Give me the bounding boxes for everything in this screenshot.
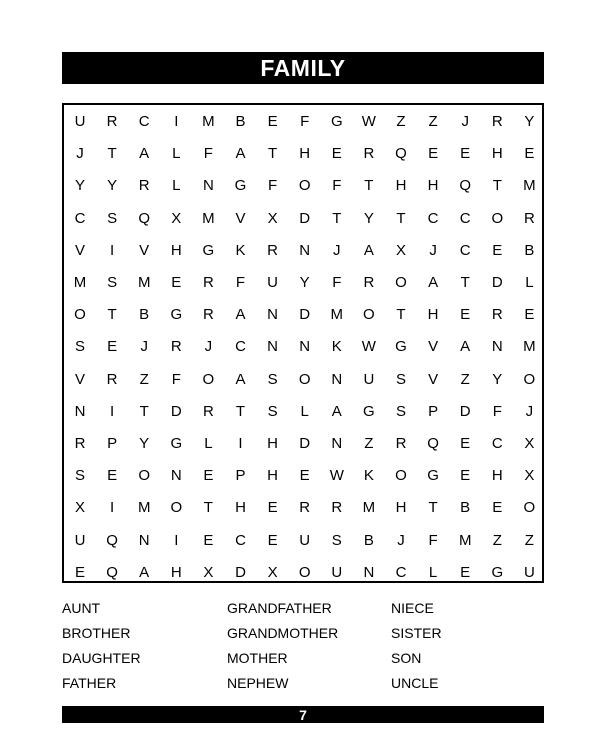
grid-letter: R <box>202 274 214 291</box>
grid-letter: K <box>363 467 374 485</box>
grid-letter: C <box>235 531 246 549</box>
grid-letter: V <box>235 209 246 227</box>
grid-letter: I <box>110 499 115 517</box>
grid-letter: M <box>137 274 151 291</box>
grid-letter: E <box>460 306 471 324</box>
grid-letter: E <box>74 563 85 581</box>
grid-letter: N <box>363 563 375 581</box>
grid-letter: Y <box>363 209 374 227</box>
grid-letter: Y <box>492 370 503 388</box>
grid-letter: X <box>171 209 182 227</box>
grid-letter: B <box>524 241 535 259</box>
grid-letter: G <box>170 306 183 324</box>
grid-letter: E <box>267 531 278 549</box>
grid-letter: J <box>397 531 405 549</box>
grid-letter: R <box>523 209 535 227</box>
grid-letter: D <box>299 435 311 452</box>
grid-letter: E <box>107 338 118 356</box>
grid-letter: T <box>492 177 502 195</box>
grid-letter: M <box>202 113 215 130</box>
grid-letter: R <box>491 113 503 130</box>
grid-letter: E <box>203 467 214 485</box>
grid-letter: J <box>204 338 213 356</box>
grid-letter: Y <box>107 177 118 195</box>
grid-letter: G <box>491 563 504 581</box>
grid-letter: O <box>298 563 311 581</box>
grid-letter: N <box>267 306 279 324</box>
grid-letter: M <box>362 499 376 517</box>
grid-letter: J <box>429 241 437 259</box>
grid-letter: L <box>525 274 534 291</box>
grid-letter: C <box>427 209 439 227</box>
grid-letter: R <box>363 274 375 291</box>
grid-letter: H <box>491 467 503 485</box>
grid-letter: A <box>139 563 150 581</box>
grid-letter: C <box>459 209 471 227</box>
grid-letter: Y <box>74 177 85 195</box>
grid-letter: G <box>202 241 215 259</box>
grid-letter: C <box>491 435 503 452</box>
grid-letter: N <box>299 338 311 356</box>
grid-letter: M <box>137 499 151 517</box>
grid-letter: N <box>267 338 279 356</box>
grid-letter: E <box>203 531 214 549</box>
grid-letter: M <box>202 209 215 227</box>
grid-letter: W <box>361 338 376 356</box>
grid-letter: V <box>428 338 439 356</box>
grid-letter: N <box>331 370 343 388</box>
grid-letter: C <box>459 241 471 259</box>
grid-letter: T <box>268 145 278 163</box>
grid-letter: Y <box>299 274 310 291</box>
word-list <box>62 596 544 696</box>
letter-grid <box>62 103 544 583</box>
grid-letter: U <box>267 274 279 291</box>
grid-letter: U <box>299 531 311 549</box>
word-list-item: FATHER <box>62 675 117 691</box>
grid-letter: F <box>235 274 246 291</box>
grid-letter: N <box>331 435 343 452</box>
grid-letter: H <box>427 177 439 195</box>
grid-letter: L <box>300 402 309 420</box>
grid-letter: F <box>300 113 310 130</box>
grid-letter: O <box>363 306 375 324</box>
grid-letter: M <box>458 531 472 549</box>
grid-letter: D <box>170 402 182 420</box>
grid-letter: T <box>139 402 149 420</box>
word-list-item: SISTER <box>391 625 442 641</box>
grid-letter: N <box>138 531 150 549</box>
grid-letter: X <box>267 563 278 581</box>
grid-letter: O <box>74 306 86 324</box>
grid-letter: X <box>524 435 535 452</box>
grid-letter: M <box>73 274 87 291</box>
grid-letter: F <box>332 177 342 195</box>
grid-letter: I <box>238 435 243 452</box>
grid-letter: S <box>331 531 342 549</box>
grid-letter: Z <box>524 531 534 549</box>
grid-letter: Z <box>364 435 374 452</box>
grid-letter: G <box>363 402 375 420</box>
grid-letter: H <box>267 467 279 485</box>
grid-letter: P <box>428 402 439 420</box>
word-list-item: SON <box>391 650 422 666</box>
grid-letter: D <box>299 209 311 227</box>
grid-letter: T <box>396 209 406 227</box>
grid-letter: C <box>138 113 150 130</box>
grid-letter: N <box>74 402 86 420</box>
grid-letter: X <box>395 241 406 259</box>
grid-letter: W <box>361 113 376 130</box>
grid-letter: R <box>491 306 503 324</box>
grid-letter: S <box>395 402 406 420</box>
grid-letter: F <box>492 402 502 420</box>
word-list-item: AUNT <box>62 600 101 616</box>
grid-letter: E <box>460 435 471 452</box>
grid-letter: M <box>523 338 536 356</box>
grid-letter: Q <box>106 531 118 549</box>
grid-letter: G <box>234 177 247 195</box>
grid-letter: E <box>492 241 503 259</box>
grid-letter: O <box>523 370 536 388</box>
grid-letter: Z <box>396 113 406 130</box>
word-list-item: MOTHER <box>227 650 288 666</box>
grid-letter: N <box>491 338 503 356</box>
grid-letter: I <box>110 241 115 259</box>
grid-letter: U <box>331 563 343 581</box>
grid-letter: I <box>110 402 115 420</box>
word-list-item: GRANDFATHER <box>227 600 332 616</box>
grid-letter: P <box>107 435 118 452</box>
grid-letter: H <box>395 499 407 517</box>
grid-letter: H <box>170 563 182 581</box>
grid-letter: F <box>203 145 213 163</box>
page-number: 7 <box>62 706 544 723</box>
grid-letter: X <box>74 499 85 517</box>
grid-letter: O <box>298 177 311 195</box>
grid-letter: L <box>428 563 438 581</box>
grid-letter: J <box>461 113 469 130</box>
grid-letter: R <box>74 435 86 452</box>
grid-letter: M <box>330 306 344 324</box>
grid-letter: U <box>363 370 375 388</box>
grid-letter: O <box>298 370 311 388</box>
grid-letter: X <box>267 209 278 227</box>
grid-letter: Z <box>139 370 149 388</box>
grid-letter: E <box>267 499 278 517</box>
grid-letter: R <box>331 499 343 517</box>
grid-letter: S <box>107 209 118 227</box>
grid-letter: F <box>171 370 181 388</box>
grid-letter: S <box>74 338 85 356</box>
grid-letter: E <box>267 113 278 130</box>
grid-letter: O <box>523 499 536 517</box>
grid-letter: K <box>235 241 246 259</box>
grid-letter: C <box>395 563 407 581</box>
word-list-item: BROTHER <box>62 625 131 641</box>
grid-letter: A <box>428 274 439 291</box>
grid-letter: D <box>491 274 503 291</box>
grid-letter: L <box>172 177 181 195</box>
grid-letter: R <box>363 145 375 163</box>
grid-letter: Z <box>428 113 438 130</box>
grid-letter: E <box>524 306 535 324</box>
grid-letter: O <box>395 467 407 485</box>
grid-letter: J <box>525 402 534 420</box>
grid-letter: Z <box>460 370 470 388</box>
grid-letter: G <box>395 338 407 356</box>
grid-letter: I <box>174 113 179 130</box>
grid-letter: H <box>235 499 246 517</box>
grid-letter: E <box>460 563 471 581</box>
grid-letter: H <box>395 177 407 195</box>
grid-letter: J <box>76 145 84 163</box>
grid-letter: T <box>203 499 213 517</box>
grid-letter: T <box>107 306 117 324</box>
word-list-item: NEPHEW <box>227 675 289 691</box>
grid-letter: R <box>106 370 118 388</box>
grid-letter: Z <box>492 531 502 549</box>
grid-letter: E <box>331 145 342 163</box>
grid-letter: N <box>299 241 311 259</box>
grid-letter: H <box>427 306 439 324</box>
grid-letter: A <box>363 241 374 259</box>
grid-letter: C <box>74 209 86 227</box>
grid-letter: D <box>299 306 311 324</box>
grid-letter: L <box>172 145 181 163</box>
grid-letter: M <box>523 177 536 195</box>
grid-letter: R <box>299 499 311 517</box>
grid-letter: A <box>331 402 342 420</box>
grid-letter: T <box>428 499 438 517</box>
grid-letter: U <box>523 563 535 581</box>
grid-letter: S <box>267 370 278 388</box>
grid-letter: H <box>299 145 311 163</box>
grid-letter: R <box>138 177 150 195</box>
grid-letter: A <box>235 145 246 163</box>
word-list-item: GRANDMOTHER <box>227 625 339 641</box>
grid-letter: E <box>107 467 118 485</box>
grid-letter: R <box>395 435 407 452</box>
grid-letter: W <box>329 467 344 485</box>
grid-letter: D <box>235 563 246 581</box>
grid-letter: R <box>106 113 118 130</box>
grid-letter: O <box>138 467 151 485</box>
grid-letter: Y <box>139 435 150 452</box>
grid-letter: N <box>170 467 182 485</box>
grid-letter: T <box>235 402 246 420</box>
grid-letter: H <box>170 241 182 259</box>
grid-letter: X <box>203 563 214 581</box>
grid-letter: S <box>74 467 85 485</box>
puzzle-title: FAMILY <box>62 52 544 84</box>
grid-letter: V <box>428 370 439 388</box>
grid-letter: E <box>524 145 535 163</box>
grid-letter: Y <box>524 113 535 130</box>
grid-letter: A <box>460 338 471 356</box>
grid-letter: R <box>202 402 214 420</box>
grid-letter: Q <box>138 209 151 227</box>
grid-letter: O <box>395 274 407 291</box>
grid-letter: I <box>174 531 179 549</box>
grid-letter: S <box>267 402 278 420</box>
grid-letter: R <box>202 306 214 324</box>
grid-letter: V <box>74 370 85 388</box>
grid-letter: Q <box>106 563 118 581</box>
grid-letter: B <box>460 499 471 517</box>
grid-letter: G <box>170 435 183 452</box>
grid-letter: T <box>396 306 406 324</box>
grid-letter: A <box>139 145 150 163</box>
grid-letter: R <box>170 338 182 356</box>
grid-letter: Q <box>427 435 439 452</box>
grid-letter: B <box>139 306 150 324</box>
grid-letter: B <box>235 113 246 130</box>
grid-letter: N <box>202 177 214 195</box>
grid-letter: A <box>235 370 246 388</box>
grid-letter: E <box>460 467 471 485</box>
grid-letter: B <box>363 531 374 549</box>
grid-letter: E <box>492 499 503 517</box>
grid-letter: C <box>235 338 246 356</box>
word-list-item: NIECE <box>391 600 434 616</box>
grid-letter: A <box>235 306 246 324</box>
grid-letter: Q <box>459 177 472 195</box>
grid-letter: H <box>491 145 503 163</box>
grid-letter: T <box>364 177 374 195</box>
grid-letter: F <box>332 274 342 291</box>
grid-letter: U <box>74 531 86 549</box>
grid-letter: E <box>299 467 310 485</box>
grid-letter: O <box>491 209 504 227</box>
grid-letter: K <box>331 338 342 356</box>
grid-letter: O <box>170 499 183 517</box>
word-list-item: UNCLE <box>391 675 439 691</box>
grid-letter: H <box>267 435 279 452</box>
grid-letter: X <box>524 467 535 485</box>
grid-letter: F <box>428 531 438 549</box>
grid-letter: V <box>74 241 85 259</box>
grid-letter: G <box>427 467 439 485</box>
grid-letter: S <box>107 274 118 291</box>
grid-letter: L <box>204 435 213 452</box>
grid-letter: E <box>428 145 439 163</box>
grid-letter: S <box>395 370 406 388</box>
grid-letter: Q <box>395 145 407 163</box>
grid-letter: T <box>460 274 470 291</box>
grid-letter: E <box>171 274 182 291</box>
grid-letter: T <box>332 209 342 227</box>
word-list-item: DAUGHTER <box>62 650 141 666</box>
grid-letter: U <box>74 113 86 130</box>
grid-letter: F <box>268 177 278 195</box>
grid-letter: J <box>140 338 148 356</box>
grid-letter: G <box>330 113 343 130</box>
grid-letter: T <box>107 145 117 163</box>
grid-letter: V <box>139 241 150 259</box>
grid-letter: E <box>460 145 471 163</box>
grid-letter: P <box>235 467 246 485</box>
grid-letter: R <box>267 241 279 259</box>
grid-letter: O <box>202 370 215 388</box>
grid-letter: D <box>459 402 471 420</box>
grid-letter: J <box>333 241 341 259</box>
